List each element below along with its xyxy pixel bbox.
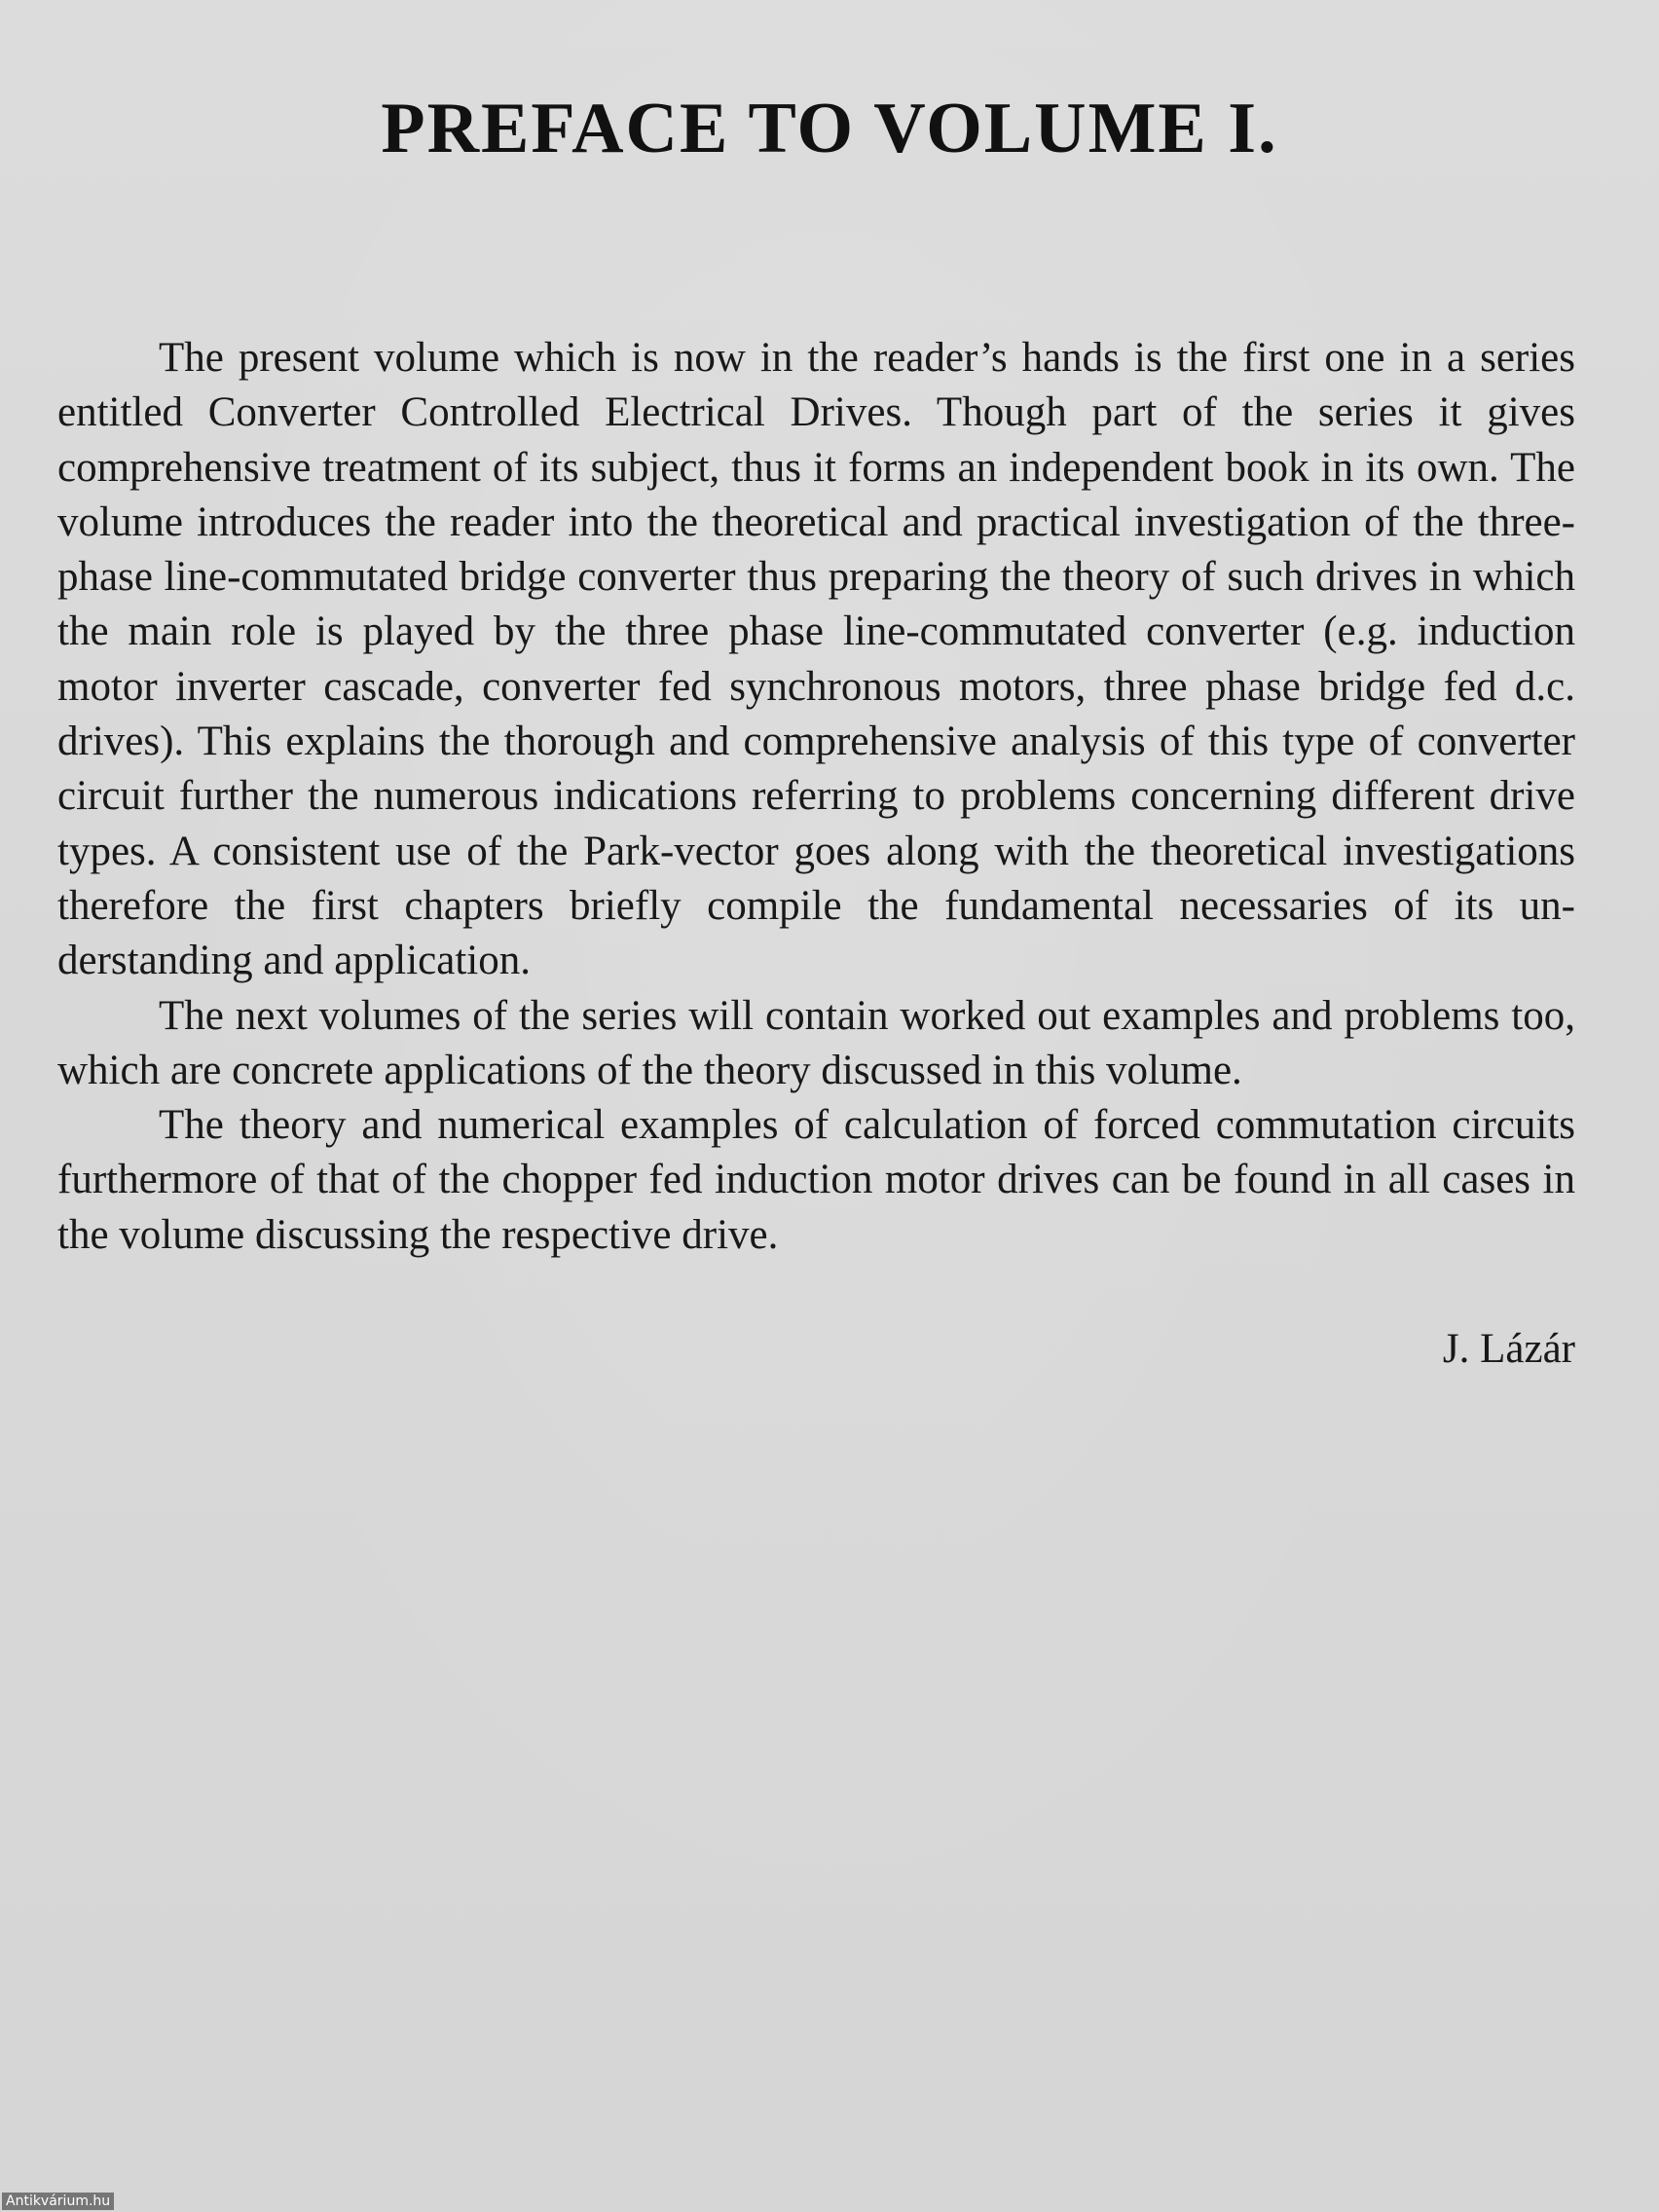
- page-title: PREFACE TO VOLUME I.: [381, 89, 1278, 168]
- preface-body: [57, 331, 1575, 1263]
- watermark: Antikvárium.hu: [2, 2193, 114, 2210]
- author-signature: J. Lázár: [1442, 1326, 1575, 1372]
- paragraph-2: The next volumes of the series will contain worked out examples and problems too, which are concrete applications of the theory discussed in this volume.: [57, 992, 1575, 1093]
- paragraph-3: The theory and numerical examples of calculation of forced commutation circuits furthermore of that of the chopper fed induction motor drives can be found in all cases in the volume discussing the respective drive.: [57, 1102, 1575, 1258]
- paragraph-1: The present volume which is now in the reader’s hands is the first one in a series entitled Converter Controlled Electrical Drives. Though part of the series it gives comprehensive treatment of its subject, thus it forms an independent book in its own. The volume introduces the reader into the theoretical and practical investigation of the three-phase line-commutated bridge converter thus preparing the theory of such drives in which the main role is played by the three phase line-​commutated converter (e.g. induction motor inverter cascade, converter fed synchronous motors, three phase bridge fed d.c. drives). This explains the thorough and comprehensive analysis of this type of converter circuit further the numerous indications referring to problems concerning different drive types. A consistent use of the Park-vector goes along with the theoretical investigations therefore the first chapters briefly compile the fundamental necessaries of its understanding and application.: [57, 335, 1575, 984]
